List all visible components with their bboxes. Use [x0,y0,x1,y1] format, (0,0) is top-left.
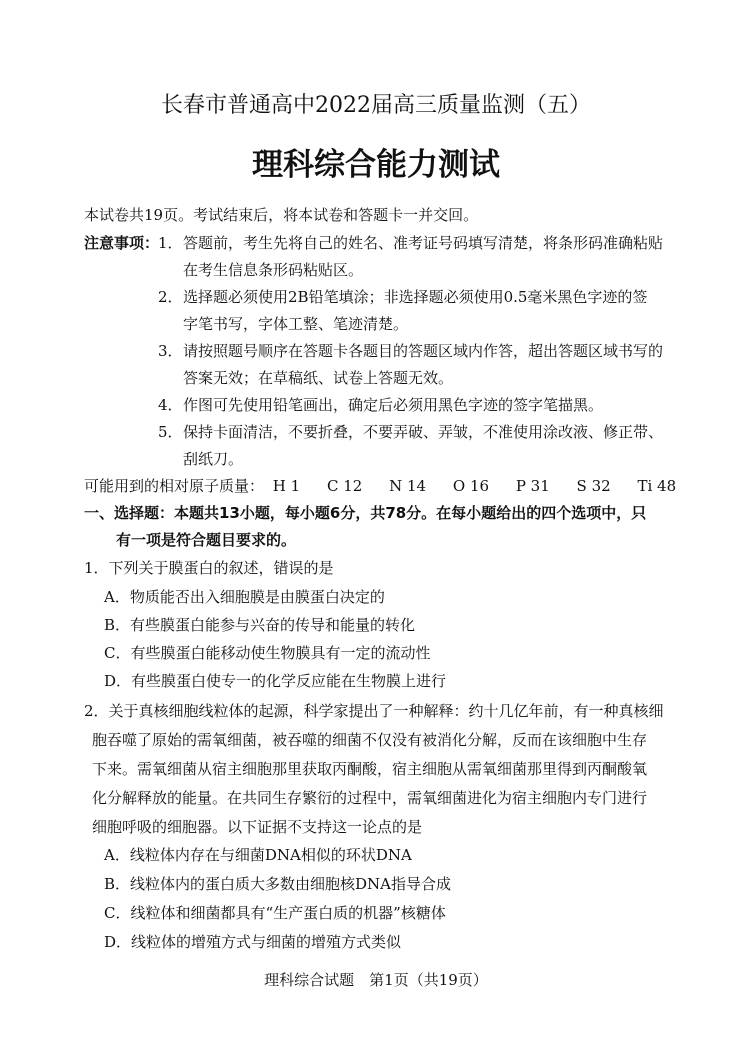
answer-option: D．有些膜蛋白使专一的化学反应能在生物膜上进行 [104,672,447,690]
answer-option: A．线粒体内存在与细菌DNA相似的环状DNA [104,846,412,864]
intro-text: 本试卷共19页。考试结束后，将本试卷和答题卡一并交回。 [84,206,479,224]
notice-item-number: 4． [158,396,183,414]
answer-option: A．物质能否出入细胞膜是由膜蛋白决定的 [104,588,385,606]
question-stem: 化分解释放的能量。在共同生存繁衍的过程中，需氧细菌进化为宿主细胞内专门进行 [92,789,648,807]
atomic-mass-value: N 14 [389,477,427,495]
question-stem: 细胞呼吸的细胞器。以下证据不支持这一论点的是 [92,818,423,836]
notice-item-number: 5． [158,423,183,441]
atomic-mass-value: S 32 [576,477,611,495]
notice-item-text: 字笔书写，字体工整、笔迹清楚。 [183,315,409,333]
atomic-mass-value: H 1 [272,477,301,495]
question-stem: 下来。需氧细菌从宿主细胞那里获取丙酮酸，宿主细胞从需氧细菌那里得到丙酮酸氧 [92,760,648,778]
atomic-mass-label: 可能用到的相对原子质量： [84,477,265,495]
notice-item-text: 刮纸刀。 [183,450,244,468]
section-heading: 有一项是符合题目要求的。 [116,531,297,549]
notice-item-text: 答题前，考生先将自己的姓名、准考证号码填写清楚，将条形码准确粘贴 [183,234,664,252]
answer-option: B．线粒体内的蛋白质大多数由细胞核DNA指导合成 [104,875,452,893]
atomic-mass-value: Ti 48 [637,477,677,495]
notice-item-text: 请按照题号顺序在答题卡各题目的答题区域内作答，超出答题区域书写的 [183,342,664,360]
question-stem: 胞吞噬了原始的需氧细菌，被吞噬的细菌不仅没有被消化分解，反而在该细胞中生存 [92,731,648,749]
notice-item-text: 作图可先使用铅笔画出，确定后必须用黑色字迹的签字笔描黑。 [183,396,604,414]
answer-option: B．有些膜蛋白能参与兴奋的传导和能量的转化 [104,616,416,634]
question-stem: 2．关于真核细胞线粒体的起源，科学家提出了一种解释：约十几亿年前，有一种真核细 [84,702,664,720]
answer-option: D．线粒体的增殖方式与细菌的增殖方式类似 [104,933,402,951]
section-heading: 一、选择题：本题共13小题，每小题6分，共78分。在每小题给出的四个选项中，只 [84,504,647,522]
atomic-mass-value: O 16 [452,477,490,495]
notice-item-text: 选择题必须使用2B铅笔填涂；非选择题必须使用0.5毫米黑色字迹的签 [183,288,648,306]
notice-item-number: 2． [158,288,183,306]
notice-item-text: 保持卡面清洁，不要折叠，不要弄破、弄皱，不准使用涂改液、修正带、 [183,423,664,441]
notice-item-number: 1． [158,234,183,252]
question-stem: 1．下列关于膜蛋白的叙述，错误的是 [84,559,334,577]
notice-item-text: 在考生信息条形码粘贴区。 [183,261,364,279]
page-footer: 理科综合试题 第1页（共19页） [264,971,488,989]
answer-option: C．线粒体和细菌都具有“生产蛋白质的机器”核糖体 [104,904,446,922]
atomic-mass-line [84,476,698,496]
notice-item-number: 3． [158,342,183,360]
atomic-mass-value: P 31 [515,477,550,495]
exam-header-title: 长春市普通高中2022届高三质量监测（五） [161,93,591,118]
answer-option: C．有些膜蛋白能移动使生物膜具有一定的流动性 [104,644,431,662]
exam-subject-title: 理科综合能力测试 [252,147,500,183]
atomic-mass-value: C 12 [326,477,363,495]
notice-label: 注意事项： [84,234,160,252]
notice-item-text: 答案无效；在草稿纸、试卷上答题无效。 [183,369,454,387]
